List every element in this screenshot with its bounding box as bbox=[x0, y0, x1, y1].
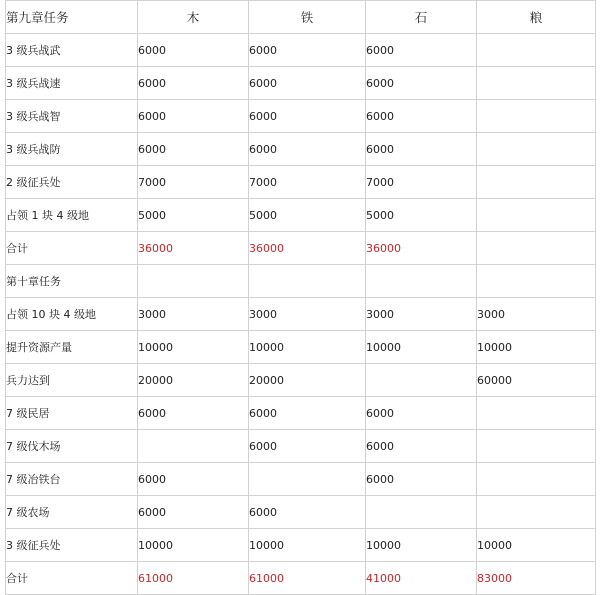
grain-cell: 10000 bbox=[477, 529, 596, 562]
total-wood-cell: 61000 bbox=[138, 562, 249, 595]
wood-cell: 6000 bbox=[138, 100, 249, 133]
table-row bbox=[6, 100, 596, 133]
iron-cell: 6000 bbox=[249, 430, 366, 463]
iron-cell: 7000 bbox=[249, 166, 366, 199]
total-row bbox=[6, 562, 596, 595]
iron-cell: 6000 bbox=[249, 397, 366, 430]
stone-cell bbox=[366, 364, 477, 397]
total-label: 合计 bbox=[6, 232, 138, 265]
total-iron-cell: 61000 bbox=[249, 562, 366, 595]
task-name: 提升资源产量 bbox=[6, 331, 138, 364]
header-grain: 粮 bbox=[477, 1, 596, 34]
iron-cell: 6000 bbox=[249, 133, 366, 166]
table-row bbox=[6, 430, 596, 463]
table-row bbox=[6, 166, 596, 199]
table-row bbox=[6, 199, 596, 232]
iron-cell: 10000 bbox=[249, 529, 366, 562]
table-row bbox=[6, 34, 596, 67]
wood-cell: 3000 bbox=[138, 298, 249, 331]
stone-cell bbox=[366, 496, 477, 529]
task-name: 3 级兵战武 bbox=[6, 34, 138, 67]
table-row bbox=[6, 364, 596, 397]
grain-cell bbox=[477, 133, 596, 166]
header-wood: 木 bbox=[138, 1, 249, 34]
grain-cell bbox=[477, 166, 596, 199]
wood-cell: 6000 bbox=[138, 463, 249, 496]
grain-cell bbox=[477, 430, 596, 463]
task-name: 3 级兵战防 bbox=[6, 133, 138, 166]
iron-cell bbox=[249, 265, 366, 298]
total-row bbox=[6, 232, 596, 265]
grain-cell: 3000 bbox=[477, 298, 596, 331]
stone-cell: 10000 bbox=[366, 331, 477, 364]
task-name: 7 级民居 bbox=[6, 397, 138, 430]
grain-cell: 10000 bbox=[477, 331, 596, 364]
task-name: 7 级伐木场 bbox=[6, 430, 138, 463]
iron-cell bbox=[249, 463, 366, 496]
stone-cell: 3000 bbox=[366, 298, 477, 331]
wood-cell: 5000 bbox=[138, 199, 249, 232]
iron-cell: 6000 bbox=[249, 100, 366, 133]
section-title: 第十章任务 bbox=[6, 265, 138, 298]
resource-table bbox=[5, 0, 596, 595]
stone-cell: 6000 bbox=[366, 100, 477, 133]
stone-cell: 6000 bbox=[366, 133, 477, 166]
task-name: 占领 1 块 4 级地 bbox=[6, 199, 138, 232]
total-grain-cell bbox=[477, 232, 596, 265]
wood-cell bbox=[138, 430, 249, 463]
task-name: 7 级冶铁台 bbox=[6, 463, 138, 496]
total-wood-cell: 36000 bbox=[138, 232, 249, 265]
header-stone: 石 bbox=[366, 1, 477, 34]
task-name: 3 级兵战速 bbox=[6, 67, 138, 100]
wood-cell: 20000 bbox=[138, 364, 249, 397]
iron-cell: 3000 bbox=[249, 298, 366, 331]
wood-cell: 6000 bbox=[138, 397, 249, 430]
task-name: 2 级征兵处 bbox=[6, 166, 138, 199]
grain-cell bbox=[477, 67, 596, 100]
table-row bbox=[6, 397, 596, 430]
stone-cell: 6000 bbox=[366, 67, 477, 100]
stone-cell: 5000 bbox=[366, 199, 477, 232]
header-task: 第九章任务 bbox=[6, 1, 138, 34]
task-name: 占领 10 块 4 级地 bbox=[6, 298, 138, 331]
wood-cell: 6000 bbox=[138, 34, 249, 67]
stone-cell: 7000 bbox=[366, 166, 477, 199]
header-row bbox=[6, 1, 596, 34]
grain-cell bbox=[477, 100, 596, 133]
table-row bbox=[6, 67, 596, 100]
wood-cell: 6000 bbox=[138, 133, 249, 166]
table-row bbox=[6, 496, 596, 529]
table-row bbox=[6, 133, 596, 166]
wood-cell: 10000 bbox=[138, 529, 249, 562]
iron-cell: 6000 bbox=[249, 67, 366, 100]
table-row bbox=[6, 331, 596, 364]
table-row bbox=[6, 529, 596, 562]
total-grain-cell: 83000 bbox=[477, 562, 596, 595]
task-name: 3 级兵战智 bbox=[6, 100, 138, 133]
iron-cell: 6000 bbox=[249, 496, 366, 529]
iron-cell: 10000 bbox=[249, 331, 366, 364]
total-label: 合计 bbox=[6, 562, 138, 595]
stone-cell: 6000 bbox=[366, 463, 477, 496]
stone-cell: 6000 bbox=[366, 34, 477, 67]
grain-cell bbox=[477, 265, 596, 298]
wood-cell: 6000 bbox=[138, 496, 249, 529]
stone-cell: 6000 bbox=[366, 430, 477, 463]
iron-cell: 5000 bbox=[249, 199, 366, 232]
section-header-row bbox=[6, 265, 596, 298]
wood-cell bbox=[138, 265, 249, 298]
task-name: 兵力达到 bbox=[6, 364, 138, 397]
grain-cell bbox=[477, 397, 596, 430]
total-iron-cell: 36000 bbox=[249, 232, 366, 265]
stone-cell bbox=[366, 265, 477, 298]
task-name: 3 级征兵处 bbox=[6, 529, 138, 562]
task-name: 7 级农场 bbox=[6, 496, 138, 529]
table-row bbox=[6, 463, 596, 496]
total-stone-cell: 41000 bbox=[366, 562, 477, 595]
grain-cell bbox=[477, 463, 596, 496]
wood-cell: 10000 bbox=[138, 331, 249, 364]
grain-cell bbox=[477, 496, 596, 529]
total-stone-cell: 36000 bbox=[366, 232, 477, 265]
iron-cell: 6000 bbox=[249, 34, 366, 67]
grain-cell bbox=[477, 199, 596, 232]
stone-cell: 6000 bbox=[366, 397, 477, 430]
table-body bbox=[6, 1, 596, 595]
wood-cell: 7000 bbox=[138, 166, 249, 199]
wood-cell: 6000 bbox=[138, 67, 249, 100]
table-row bbox=[6, 298, 596, 331]
grain-cell bbox=[477, 34, 596, 67]
iron-cell: 20000 bbox=[249, 364, 366, 397]
header-iron: 铁 bbox=[249, 1, 366, 34]
grain-cell: 60000 bbox=[477, 364, 596, 397]
stone-cell: 10000 bbox=[366, 529, 477, 562]
